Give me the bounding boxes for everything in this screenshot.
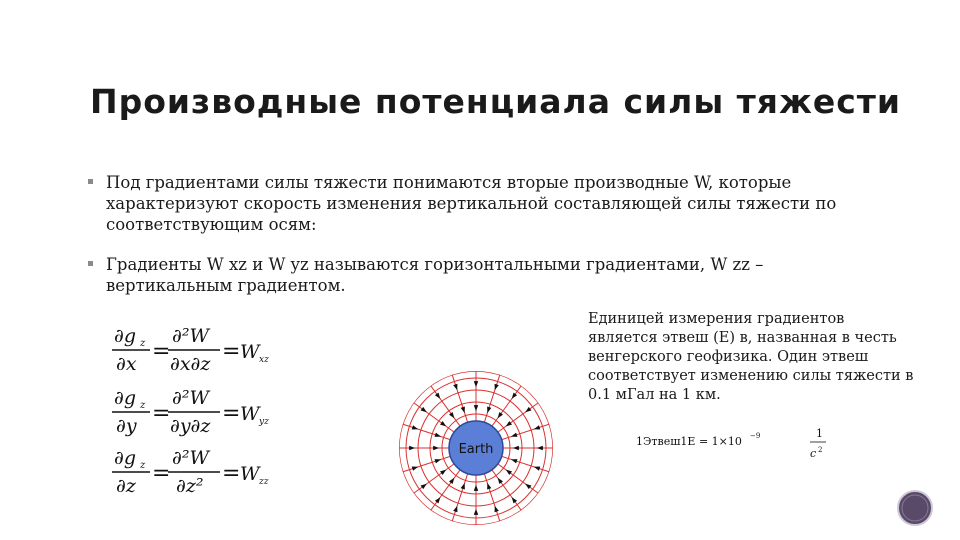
field-arrow (487, 483, 491, 489)
formula-w-sub: zz (259, 477, 269, 487)
field-arrow (461, 483, 465, 489)
svg-text:=: = (222, 461, 241, 486)
field-arrow (435, 393, 440, 399)
formula-w-sub: xz (259, 355, 269, 365)
field-arrow (511, 459, 517, 463)
field-arrow (474, 405, 478, 411)
field-arrow (409, 446, 415, 450)
earth-gravity-field-diagram (398, 370, 554, 526)
formula-num: ∂²W (172, 447, 209, 469)
field-arrow (449, 412, 454, 418)
formula-g-sub: z (140, 338, 146, 349)
formula-num: ∂²W (172, 387, 209, 409)
unit-formula-exponent: −9 (750, 432, 761, 440)
field-arrow (440, 470, 446, 475)
field-arrow (495, 506, 499, 512)
svg-text:=: = (152, 461, 171, 486)
formula-wxz (112, 325, 269, 375)
svg-text:W: W (240, 403, 260, 425)
unit-formula-denominator: c (810, 447, 817, 460)
formula-dvar: ∂z (116, 475, 136, 497)
field-arrow (449, 478, 454, 484)
field-line (492, 383, 523, 426)
bullet-text: Под градиентами силы тяжести понимаются вторые производные W, которые характеризуют скорость изменения вертикальной составляющей силы тяжести по соответствующим осям: (106, 173, 837, 234)
field-arrow (487, 407, 491, 413)
formula-w-sub: yz (259, 417, 269, 427)
bullet-marker (88, 261, 93, 266)
field-line (429, 470, 460, 513)
field-arrow (495, 384, 499, 390)
field-arrow (506, 470, 512, 475)
field-arrow (453, 384, 457, 390)
svg-text:W: W (240, 341, 260, 363)
unit-formula-numerator: 1 (816, 427, 823, 440)
field-arrow (512, 497, 517, 503)
bullet-item-gradients-types (88, 254, 888, 296)
slide-title: Производные потенциала силы тяжести (90, 82, 902, 121)
svg-text:=: = (152, 401, 171, 426)
field-arrow (498, 478, 503, 484)
field-arrow (421, 484, 427, 489)
field-line (498, 464, 541, 495)
field-arrow (513, 446, 519, 450)
field-line (492, 470, 523, 513)
eotvos-unit-formula (630, 425, 830, 465)
field-arrow (412, 425, 418, 429)
formula-num: ∂²W (172, 325, 209, 347)
field-arrow (474, 485, 478, 491)
field-arrow (453, 506, 457, 512)
field-arrow (435, 433, 441, 437)
field-line (411, 401, 454, 432)
unit-formula-left: 1Этвеш1E = 1×10 (636, 435, 742, 448)
field-arrow (498, 412, 503, 418)
field-line (411, 464, 454, 495)
field-arrow (412, 467, 418, 471)
field-arrow (440, 421, 446, 426)
field-arrow (435, 497, 440, 503)
field-arrow (461, 407, 465, 413)
formula-den: ∂y∂z (170, 415, 211, 437)
formula-wzz (112, 447, 269, 497)
field-line (429, 383, 460, 426)
field-arrow (474, 509, 478, 515)
field-arrow (525, 484, 531, 489)
bullet-marker (88, 179, 93, 184)
svg-text:=: = (222, 339, 241, 364)
svg-text:=: = (152, 339, 171, 364)
formula-dg: ∂g (114, 447, 136, 469)
formula-wyz (112, 387, 269, 437)
formula-dg: ∂g (114, 387, 136, 409)
field-arrow (525, 407, 531, 412)
field-arrow (534, 467, 540, 471)
formula-den: ∂x∂z (170, 353, 211, 375)
field-arrow (537, 446, 543, 450)
formula-g-sub: z (140, 460, 146, 471)
formula-dg: ∂g (114, 325, 136, 347)
field-arrow (474, 381, 478, 387)
unit-description: Единицей измерения градиентов является этвеш (Е) в, названная в честь венгерского геофизика. Один этвеш соответствует изменению силы тяжести в 0.1 мГал на 1 км. (588, 311, 914, 403)
slide-nav-circle-icon[interactable] (896, 489, 934, 527)
formula-g-sub: z (140, 400, 146, 411)
field-arrow (433, 446, 439, 450)
field-arrow (512, 393, 517, 399)
field-arrow (511, 433, 517, 437)
field-arrow (421, 407, 427, 412)
formula-dvar: ∂x (116, 353, 137, 375)
unit-formula-denominator-exp: 2 (818, 446, 823, 454)
svg-text:W: W (240, 463, 260, 485)
field-arrow (534, 425, 540, 429)
earth-label: Earth (458, 442, 494, 457)
field-arrow (506, 421, 512, 426)
gradient-formulas (110, 318, 290, 498)
svg-text:=: = (222, 401, 241, 426)
formula-dvar: ∂y (116, 415, 137, 437)
field-line (498, 401, 541, 432)
field-arrow (435, 459, 441, 463)
bullet-text: Градиенты W xz и W yz называются горизонтальными градиентами, W zz – вертикальным градиентом. (106, 255, 764, 295)
bullet-item-gradients-definition (88, 172, 888, 235)
formula-den: ∂z² (176, 475, 204, 497)
